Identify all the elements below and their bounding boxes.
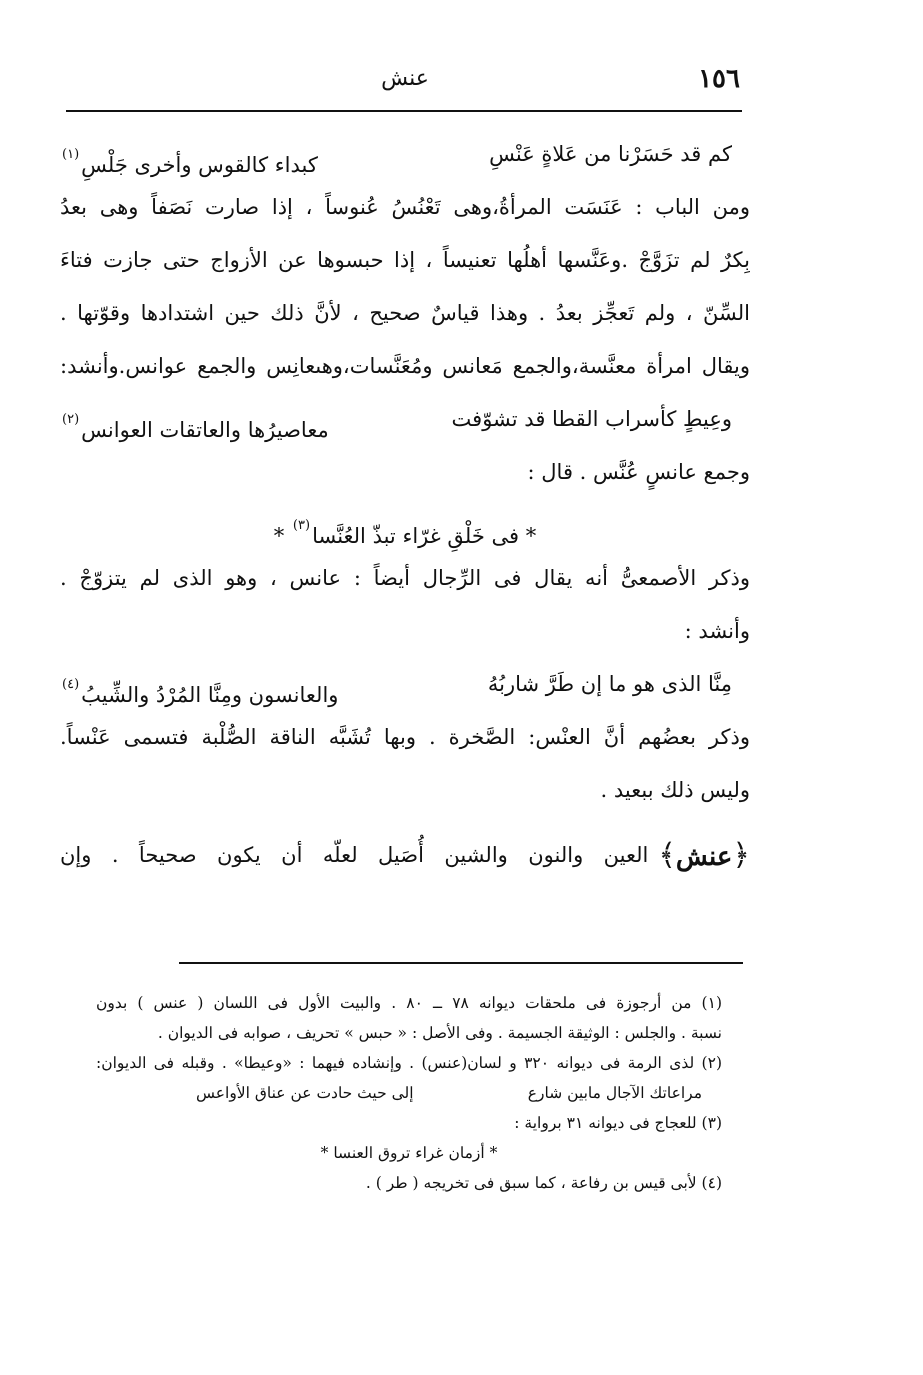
footnote-2-verse-second: إلى حيث حادت عن عناق الأواعس [196,1084,414,1102]
footnote-ref-3: (٣) [292,518,311,533]
footnote-ref-2: (٢) [62,412,80,427]
text-line: السِّنّ ، ولم تَعجِّز بعدُ . وهذا قياسٌ صحيح ، لأنَّ ذلك حين اشتدادها وقوّتها . [60,301,750,325]
verse-3: * فى خَلْقِ غرّاء تبذّ العُنَّسا$^{(٣)}$ * [273,518,537,548]
verse-1-second-hemistich: كبداء كالقوس وأخرى جَلْسِ$^{(١)}$ [62,147,318,177]
footnote-1: (١) من أرجوزة فى ملحقات ديوانه ٧٨ ــ ٨٠ . والبيت الأول فى اللسان ( عنس ) بدون [96,994,722,1012]
footnote-1-continued: نسبة . والجلس : الوثيقة الجسيمة . وفى الأصل : « حبس » تحريف ، صوابه فى الديوان . [157,1024,722,1042]
footnote-rule [179,962,743,964]
text-line: ومن الباب : عَنَسَت المرأةُ،وهى تَعْنُسُ عُنوساً ، إذا صارت نَصَفاً وهى بعدُ [60,195,750,219]
verse-1 [60,128,750,181]
running-head: عنش [381,66,429,91]
footnote-2: (٢) لذى الرمة فى ديوانه ٣٢٠ و لسان(عنس) . وإنشاده فيهما : «وعيطا» . وقبله فى الديوان: [96,1054,722,1072]
text-line: وجمع عانسٍ عُنَّس . قال : [527,460,750,484]
text-line: وذكر بعضُهم أنَّ العنْس: الصَّخرة . وبها تُشَبَّه الناقة الصُّلْبة فتسمى عَنْساً. [60,725,750,749]
verse-2-second-hemistich: معاصيرُها والعاتقات العوانس$^{(٢)}$ [62,412,329,442]
verse-2 [60,393,750,446]
footnotes [96,988,722,1198]
footnote-4: (٤) لأبى قيس بن رفاعة ، كما سبق فى تخريجه ( طر ) . [365,1174,722,1192]
footnote-3: (٣) للعجاج فى ديوانه ٣١ برواية : [514,1114,722,1132]
text-line: وليس ذلك ببعيد . [600,778,750,802]
root-entry [60,827,750,883]
footnote-2-verse [96,1078,722,1108]
verse-4 [60,658,750,711]
text-line: وذكر الأصمعىُّ أنه يقال فى الرِّجال أيضاً : عانس ، وهو الذى لم يتزوّجْ . [60,566,750,590]
main-text [60,128,750,883]
footnote-ref-4: (٤) [62,677,80,692]
verse-4-second-hemistich: والعانسون ومِنَّا المُرْدُ والشِّيبُ$^{(٤)}$ [62,677,339,707]
footnote-ref-1: (١) [62,147,80,162]
root-heading: ﴿عنش﴾ [658,837,750,873]
text-line: بِكرٌ لم تزَوَّجْ .وعَنَّسها أهلُها تعنيساً ، إذا حبسوها عن الأزواج حتى جازت فتاءَ [60,248,750,272]
root-entry-text: العين والنون والشين أُصَيل لعلّه أن يكون صحيحاً . وإن [60,843,649,867]
footnote-3-verse: * أزمان غراء تروق العنسا * [320,1144,498,1162]
page-header [70,64,740,104]
verse-4-first-hemistich: مِنَّا الذى هو ما إن طَرَّ شاربُهُ [487,672,732,696]
header-rule [66,110,742,112]
footnote-2-verse-first: مراعاتك الآجال مابين شارع [527,1084,702,1102]
verse-1-first-hemistich: كم قد حَسَرْنا من عَلاةٍ عَنْسِ [489,142,732,166]
verse-2-first-hemistich: وعِيطٍ كأسراب القطا قد تشوّفت [451,407,732,431]
text-line: وأنشد : [684,619,750,643]
page-number: ١٥٦ [698,64,740,94]
text-line: ويقال امرأة معنَّسة،والجمع مَعانس ومُعَنَّسات،وهىعانِس والجمع عوانس.وأنشد: [60,354,750,378]
